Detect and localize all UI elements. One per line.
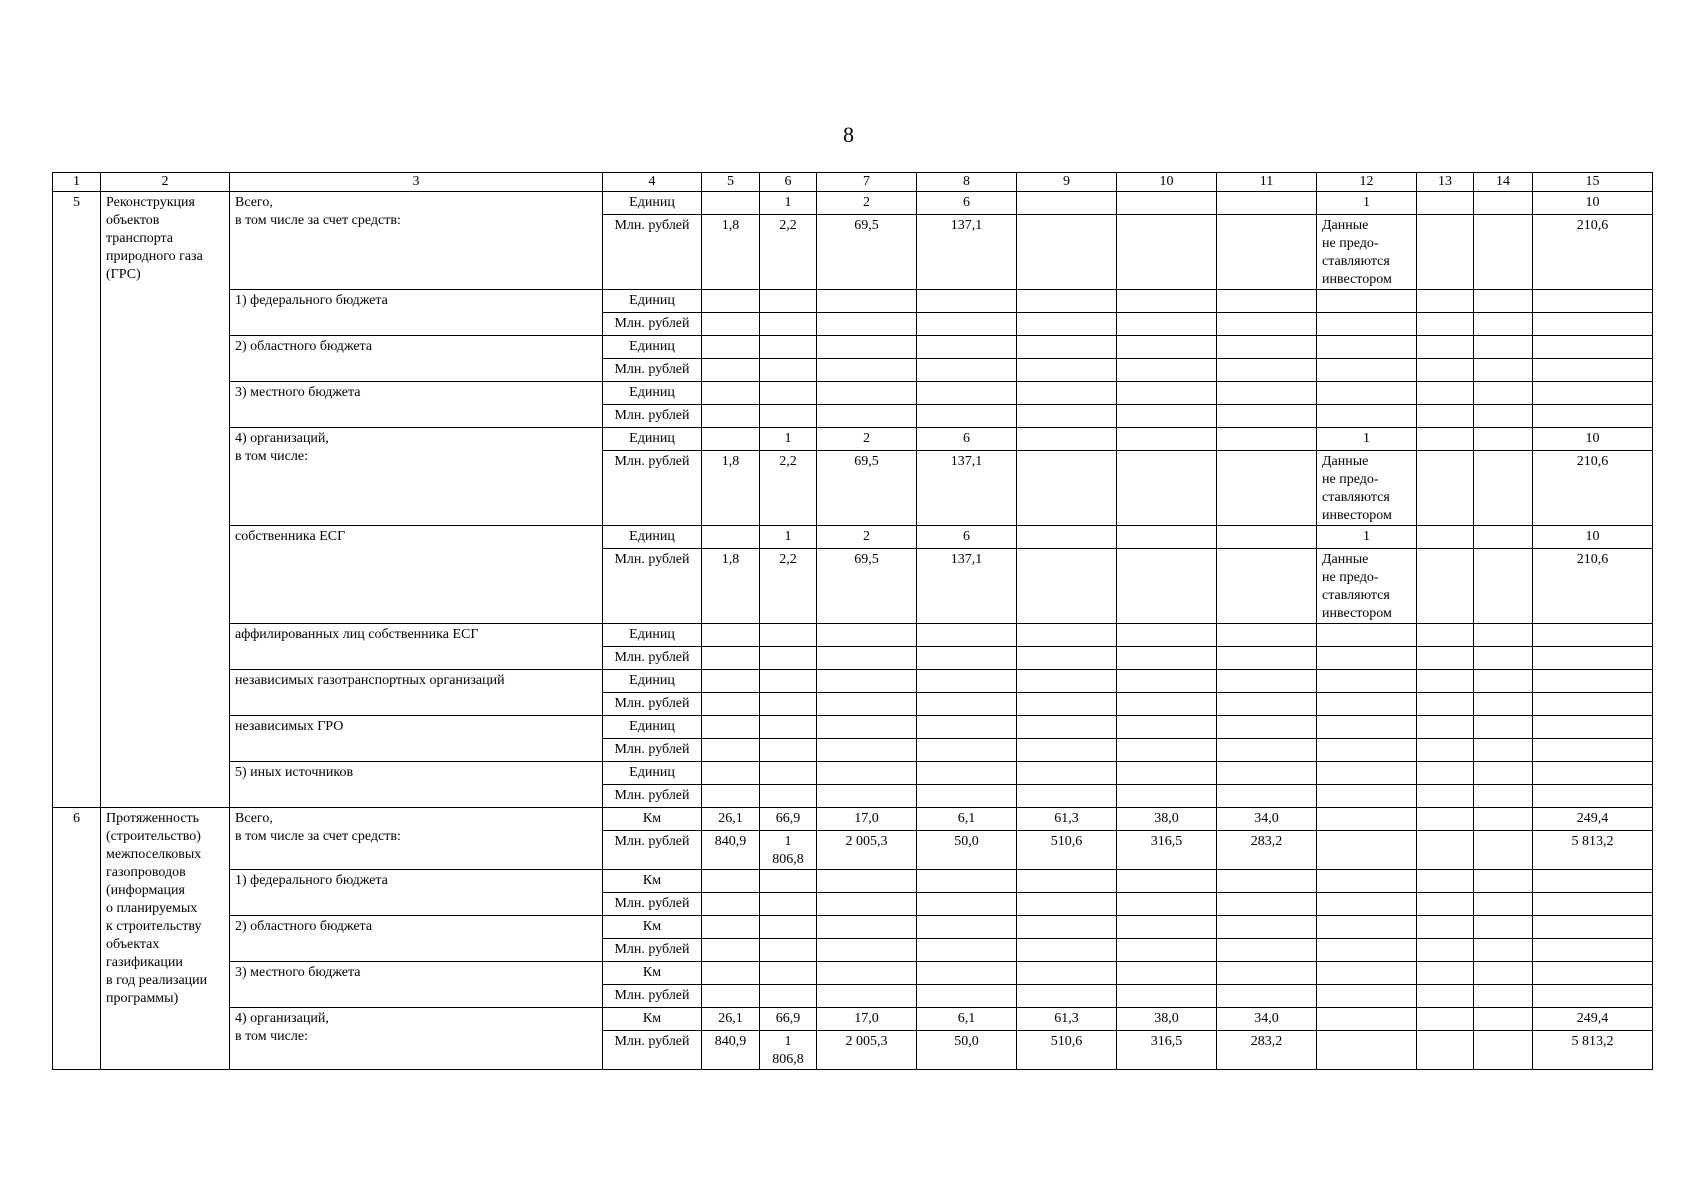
value-cell: 1 bbox=[760, 428, 817, 451]
unit-cell: Единиц bbox=[603, 670, 702, 693]
table-row bbox=[53, 1008, 1653, 1031]
unit-cell: Млн. рублей bbox=[603, 693, 702, 716]
unit-cell: Км bbox=[603, 962, 702, 985]
value-cell: 2 bbox=[817, 192, 917, 215]
value-cell: 2,2 bbox=[760, 549, 817, 624]
value-cell: 17,0 bbox=[817, 808, 917, 831]
unit-cell: Единиц bbox=[603, 716, 702, 739]
funding-source-label: аффилированных лиц собственника ЕСГ bbox=[230, 624, 603, 670]
value-cell: 1 bbox=[760, 526, 817, 549]
value-cell: 6,1 bbox=[917, 1008, 1017, 1031]
value-cell: 1 806,8 bbox=[760, 1031, 817, 1070]
table-row bbox=[53, 526, 1653, 549]
indicator-name: Протяженность (строительство) межпоселковых газопроводов (информация о планируемых к строительству объектах газификации в год реализации программы) bbox=[101, 808, 230, 1070]
value-cell: 210,6 bbox=[1533, 215, 1653, 290]
column-header: 9 bbox=[1017, 173, 1117, 192]
column-header: 8 bbox=[917, 173, 1017, 192]
value-cell: 61,3 bbox=[1017, 1008, 1117, 1031]
table-row bbox=[53, 962, 1653, 985]
unit-cell: Км bbox=[603, 916, 702, 939]
value-cell: 249,4 bbox=[1533, 808, 1653, 831]
unit-cell: Км bbox=[603, 808, 702, 831]
table-row bbox=[53, 624, 1653, 647]
funding-source-label: 5) иных источников bbox=[230, 762, 603, 808]
indicator-name: Реконструкция объектов транспорта природного газа (ГРС) bbox=[101, 192, 230, 808]
table-row bbox=[53, 716, 1653, 739]
unit-cell: Млн. рублей bbox=[603, 647, 702, 670]
value-cell: 69,5 bbox=[817, 451, 917, 526]
value-cell: 6 bbox=[917, 192, 1017, 215]
value-cell: 2 bbox=[817, 526, 917, 549]
value-cell: 1,8 bbox=[702, 215, 760, 290]
unit-cell: Млн. рублей bbox=[603, 831, 702, 870]
funding-source-label: 4) организаций, в том числе: bbox=[230, 428, 603, 526]
unit-cell: Млн. рублей bbox=[603, 985, 702, 1008]
value-cell: 17,0 bbox=[817, 1008, 917, 1031]
value-cell: 137,1 bbox=[917, 215, 1017, 290]
table-row bbox=[53, 336, 1653, 359]
value-cell: 316,5 bbox=[1117, 831, 1217, 870]
funding-source-label: независимых газотранспортных организаций bbox=[230, 670, 603, 716]
unit-cell: Млн. рублей bbox=[603, 893, 702, 916]
value-cell: 2 005,3 bbox=[817, 831, 917, 870]
value-cell: 1,8 bbox=[702, 549, 760, 624]
column-header: 4 bbox=[603, 173, 702, 192]
value-cell: 34,0 bbox=[1217, 808, 1317, 831]
table-header-row bbox=[53, 173, 1653, 192]
unit-cell: Единиц bbox=[603, 192, 702, 215]
funding-source-label: 2) областного бюджета bbox=[230, 916, 603, 962]
unit-cell: Млн. рублей bbox=[603, 405, 702, 428]
value-cell: 10 bbox=[1533, 192, 1653, 215]
value-cell: 61,3 bbox=[1017, 808, 1117, 831]
column-header: 3 bbox=[230, 173, 603, 192]
unit-cell: Единиц bbox=[603, 290, 702, 313]
value-cell: 50,0 bbox=[917, 831, 1017, 870]
table-row bbox=[53, 192, 1653, 215]
column-header: 10 bbox=[1117, 173, 1217, 192]
value-cell: 283,2 bbox=[1217, 831, 1317, 870]
unit-cell: Единиц bbox=[603, 762, 702, 785]
note-cell: Данные не предо- ставляются инвестором bbox=[1317, 451, 1417, 526]
value-cell: 6 bbox=[917, 526, 1017, 549]
value-cell: 69,5 bbox=[817, 549, 917, 624]
unit-cell: Млн. рублей bbox=[603, 451, 702, 526]
funding-source-label: 3) местного бюджета bbox=[230, 382, 603, 428]
column-header: 5 bbox=[702, 173, 760, 192]
value-cell: 210,6 bbox=[1533, 549, 1653, 624]
column-header: 14 bbox=[1474, 173, 1533, 192]
value-cell: 1 bbox=[1317, 192, 1417, 215]
value-cell: 2,2 bbox=[760, 215, 817, 290]
table-row bbox=[53, 808, 1653, 831]
funding-source-label: 3) местного бюджета bbox=[230, 962, 603, 1008]
value-cell: 38,0 bbox=[1117, 1008, 1217, 1031]
table-row bbox=[53, 290, 1653, 313]
value-cell: 5 813,2 bbox=[1533, 1031, 1653, 1070]
value-cell: 10 bbox=[1533, 526, 1653, 549]
value-cell: 210,6 bbox=[1533, 451, 1653, 526]
column-header: 7 bbox=[817, 173, 917, 192]
funding-source-label: 1) федерального бюджета bbox=[230, 290, 603, 336]
unit-cell: Единиц bbox=[603, 382, 702, 405]
column-header: 13 bbox=[1417, 173, 1474, 192]
value-cell: 1 806,8 bbox=[760, 831, 817, 870]
value-cell: 283,2 bbox=[1217, 1031, 1317, 1070]
unit-cell: Единиц bbox=[603, 336, 702, 359]
value-cell: 137,1 bbox=[917, 549, 1017, 624]
value-cell: 34,0 bbox=[1217, 1008, 1317, 1031]
value-cell: 26,1 bbox=[702, 1008, 760, 1031]
unit-cell: Млн. рублей bbox=[603, 359, 702, 382]
table-row bbox=[53, 870, 1653, 893]
unit-cell: Млн. рублей bbox=[603, 313, 702, 336]
unit-cell: Единиц bbox=[603, 526, 702, 549]
table-row bbox=[53, 382, 1653, 405]
investment-table bbox=[52, 172, 1653, 1070]
value-cell: 2,2 bbox=[760, 451, 817, 526]
unit-cell: Млн. рублей bbox=[603, 1031, 702, 1070]
funding-source-label: 4) организаций, в том числе: bbox=[230, 1008, 603, 1070]
value-cell: 38,0 bbox=[1117, 808, 1217, 831]
unit-cell: Км bbox=[603, 1008, 702, 1031]
value-cell: 1,8 bbox=[702, 451, 760, 526]
column-header: 2 bbox=[101, 173, 230, 192]
value-cell: 1 bbox=[760, 192, 817, 215]
value-cell: 66,9 bbox=[760, 1008, 817, 1031]
note-cell: Данные не предо- ставляются инвестором bbox=[1317, 549, 1417, 624]
value-cell: 249,4 bbox=[1533, 1008, 1653, 1031]
page-number: 8 bbox=[843, 122, 854, 147]
value-cell: 50,0 bbox=[917, 1031, 1017, 1070]
value-cell: 26,1 bbox=[702, 808, 760, 831]
table-row bbox=[53, 428, 1653, 451]
value-cell: 5 813,2 bbox=[1533, 831, 1653, 870]
unit-cell: Млн. рублей bbox=[603, 739, 702, 762]
table-row bbox=[53, 762, 1653, 785]
value-cell: 6,1 bbox=[917, 808, 1017, 831]
value-cell: 510,6 bbox=[1017, 831, 1117, 870]
value-cell: 66,9 bbox=[760, 808, 817, 831]
note-cell: Данные не предо- ставляются инвестором bbox=[1317, 215, 1417, 290]
value-cell: 69,5 bbox=[817, 215, 917, 290]
value-cell: 1 bbox=[1317, 526, 1417, 549]
funding-source-label: 2) областного бюджета bbox=[230, 336, 603, 382]
value-cell: 137,1 bbox=[917, 451, 1017, 526]
funding-source-label: собственника ЕСГ bbox=[230, 526, 603, 624]
value-cell: 316,5 bbox=[1117, 1031, 1217, 1070]
value-cell: 1 bbox=[1317, 428, 1417, 451]
column-header: 12 bbox=[1317, 173, 1417, 192]
funding-source-label: независимых ГРО bbox=[230, 716, 603, 762]
unit-cell: Млн. рублей bbox=[603, 549, 702, 624]
unit-cell: Млн. рублей bbox=[603, 785, 702, 808]
value-cell: 840,9 bbox=[702, 831, 760, 870]
column-header: 1 bbox=[53, 173, 101, 192]
unit-cell: Единиц bbox=[603, 624, 702, 647]
value-cell: 6 bbox=[917, 428, 1017, 451]
table-row bbox=[53, 916, 1653, 939]
unit-cell: Млн. рублей bbox=[603, 939, 702, 962]
funding-source-label: 1) федерального бюджета bbox=[230, 870, 603, 916]
row-number: 6 bbox=[53, 808, 101, 1070]
value-cell: 10 bbox=[1533, 428, 1653, 451]
funding-source-label: Всего, в том числе за счет средств: bbox=[230, 808, 603, 870]
funding-source-label: Всего, в том числе за счет средств: bbox=[230, 192, 603, 290]
row-number: 5 bbox=[53, 192, 101, 808]
value-cell: 510,6 bbox=[1017, 1031, 1117, 1070]
column-header: 6 bbox=[760, 173, 817, 192]
unit-cell: Км bbox=[603, 870, 702, 893]
column-header: 15 bbox=[1533, 173, 1653, 192]
value-cell: 840,9 bbox=[702, 1031, 760, 1070]
value-cell: 2 bbox=[817, 428, 917, 451]
unit-cell: Млн. рублей bbox=[603, 215, 702, 290]
table-row bbox=[53, 670, 1653, 693]
column-header: 11 bbox=[1217, 173, 1317, 192]
value-cell: 2 005,3 bbox=[817, 1031, 917, 1070]
unit-cell: Единиц bbox=[603, 428, 702, 451]
